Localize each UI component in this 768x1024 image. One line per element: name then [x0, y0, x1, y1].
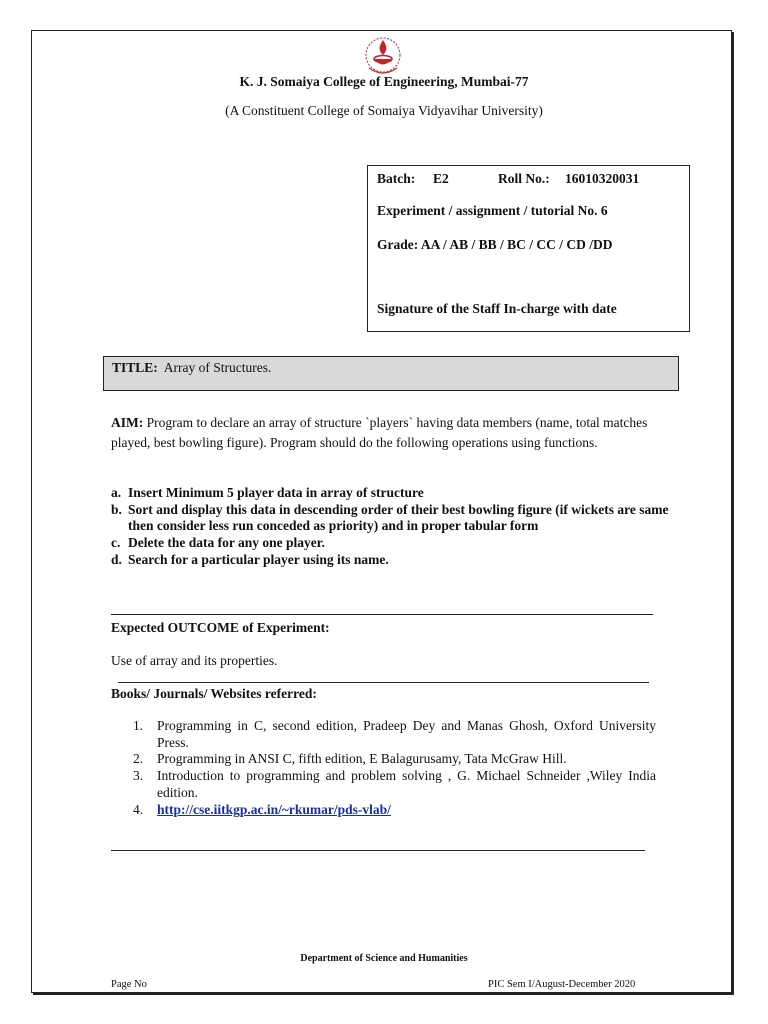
task-list — [111, 485, 671, 569]
outcome-heading: Expected OUTCOME of Experiment: — [111, 620, 330, 635]
books-heading: Books/ Journals/ Websites referred: — [111, 686, 317, 701]
list-item: d. Search for a particular player using its name. — [111, 551, 389, 567]
page-number-label: Page No — [111, 979, 147, 990]
college-name: K. J. Somaiya College of Engineering, Mumbai-77 — [239, 74, 529, 89]
outcome-text: Use of array and its properties. — [111, 653, 278, 668]
title-label: TITLE: — [112, 360, 158, 375]
semester-label: PIC Sem I/August-December 2020 — [488, 979, 636, 990]
signature-line: Signature of the Staff In-charge with date — [377, 301, 617, 316]
divider — [118, 682, 649, 683]
list-item: 1. Programming in C, second edition, Pradeep Dey and Manas Ghosh, Oxford University Press. — [133, 718, 656, 750]
divider — [111, 850, 645, 851]
list-item: 2. Programming in ANSI C, fifth edition, E Balagurusamy, Tata McGraw Hill. — [133, 751, 567, 767]
batch-value: E2 — [433, 171, 449, 186]
batch-label: Batch: — [377, 171, 416, 186]
grade-options: Grade: AA / AB / BB / BC / CC / CD /DD — [377, 237, 613, 252]
reference-list — [133, 718, 656, 818]
experiment-number: Experiment / assignment / tutorial No. 6 — [377, 203, 608, 218]
department-footer: Department of Science and Humanities — [300, 953, 468, 964]
aim-section — [111, 413, 661, 453]
batch-info-box — [367, 165, 690, 332]
list-item: c. Delete the data for any one player. — [111, 535, 325, 551]
list-item: 3. Introduction to programming and problem solving , G. Michael Schneider ,Wiley India edition. — [133, 768, 656, 800]
list-item: b. Sort and display this data in descending order of their best bowling figure (if wickets are same then consider less run conceded as priority) and in proper tabular form — [111, 501, 669, 534]
list-item: a. Insert Minimum 5 player data in array of structure — [111, 485, 424, 500]
aim-text: Program to declare an array of structure `players` having data members (name, total matches played, best bowling figure). Program should do the following operations using functions. — [111, 415, 648, 450]
reference-link[interactable]: http://cse.iitkgp.ac.in/~rkumar/pds-vlab/ — [157, 801, 391, 817]
title-box — [103, 356, 679, 391]
roll-label: Roll No.: — [498, 171, 550, 186]
divider — [111, 614, 653, 615]
list-item: 4. http://cse.iitkgp.ac.in/~rkumar/pds-vlab/ — [133, 801, 391, 817]
title-value: Array of Structures. — [163, 360, 272, 375]
roll-value: 16010320031 — [565, 171, 640, 186]
college-subtitle: (A Constituent College of Somaiya Vidyavihar University) — [225, 103, 543, 118]
aim-label: AIM: — [111, 415, 144, 430]
